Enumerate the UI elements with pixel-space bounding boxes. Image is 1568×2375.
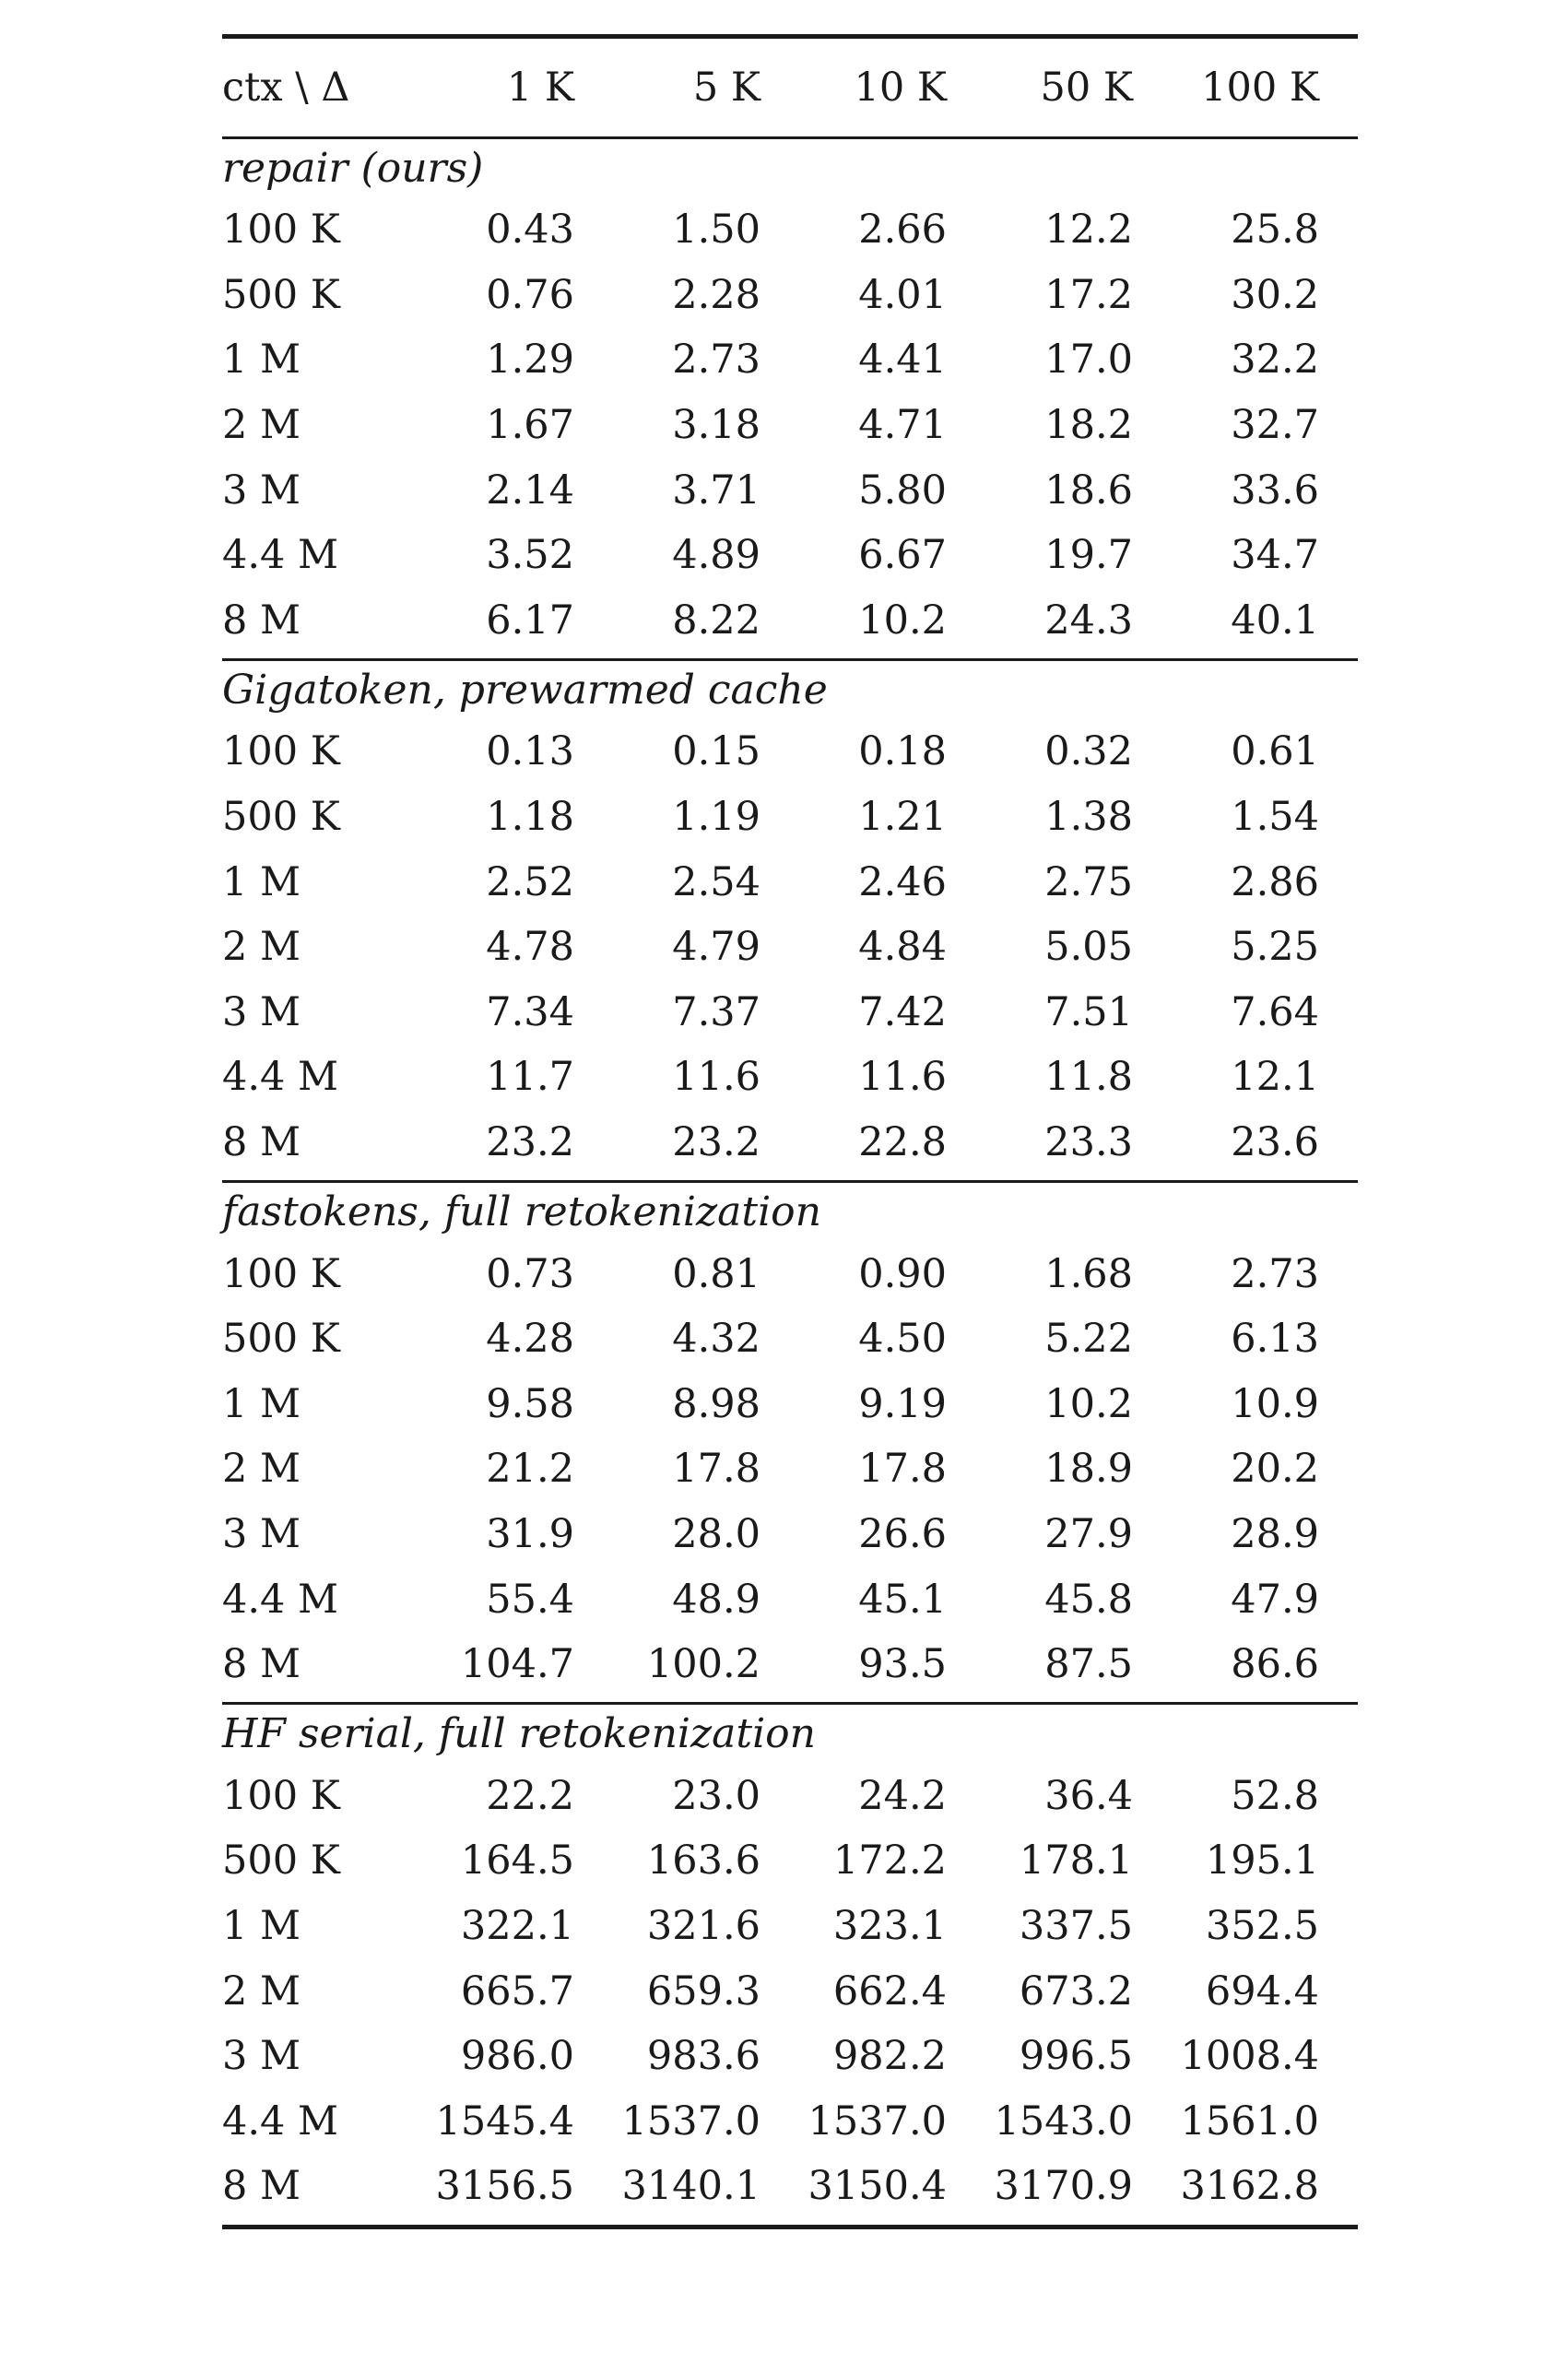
cell-10k: 982.2 xyxy=(832,2033,947,2080)
cell-5k: 3.71 xyxy=(672,467,760,514)
cell-5k: 100.2 xyxy=(646,1641,760,1688)
row-label: 500 K xyxy=(222,1316,340,1363)
row-label: 8 M xyxy=(222,1119,301,1166)
header-col-5k: 5 K xyxy=(692,65,760,111)
table-row xyxy=(222,1502,1358,1567)
cell-100k: 25.8 xyxy=(1231,207,1319,254)
cell-50k: 10.2 xyxy=(1044,1380,1133,1427)
cell-10k: 2.66 xyxy=(858,207,947,254)
cell-1k: 2.14 xyxy=(486,467,574,514)
cell-5k: 48.9 xyxy=(672,1576,760,1623)
cell-5k: 7.37 xyxy=(672,988,760,1035)
row-label: 100 K xyxy=(222,207,340,254)
cell-10k: 1.21 xyxy=(858,794,947,841)
cell-1k: 0.13 xyxy=(486,728,574,775)
cell-50k: 1.38 xyxy=(1044,794,1133,841)
cell-10k: 4.01 xyxy=(858,271,947,318)
results-table xyxy=(222,34,1358,2229)
cell-100k: 10.9 xyxy=(1231,1380,1319,1427)
cell-10k: 4.84 xyxy=(858,924,947,971)
header-col-50k: 50 K xyxy=(1040,65,1133,111)
cell-1k: 1.29 xyxy=(486,337,574,384)
cell-1k: 55.4 xyxy=(486,1576,574,1623)
cell-10k: 3150.4 xyxy=(808,2163,947,2210)
cell-10k: 10.2 xyxy=(858,597,947,644)
section-header xyxy=(222,1705,1358,1763)
cell-1k: 0.73 xyxy=(486,1250,574,1297)
table-row xyxy=(222,327,1358,393)
cell-50k: 36.4 xyxy=(1044,1772,1133,1819)
cell-100k: 5.25 xyxy=(1231,924,1319,971)
table-row xyxy=(222,1894,1358,1959)
cell-5k: 659.3 xyxy=(646,1967,760,2015)
row-label: 100 K xyxy=(222,1250,340,1297)
row-label: 100 K xyxy=(222,728,340,775)
table-row xyxy=(222,1958,1358,2024)
table-row xyxy=(222,457,1358,523)
cell-5k: 3.18 xyxy=(672,402,760,449)
cell-5k: 28.0 xyxy=(672,1510,760,1557)
row-label: 1 M xyxy=(222,1902,301,1949)
cell-1k: 986.0 xyxy=(460,2033,574,2080)
cell-1k: 21.2 xyxy=(486,1446,574,1493)
cell-50k: 7.51 xyxy=(1044,988,1133,1035)
section-header xyxy=(222,1183,1358,1241)
cell-100k: 52.8 xyxy=(1231,1772,1319,1819)
cell-1k: 322.1 xyxy=(460,1902,574,1949)
header-col-10k: 10 K xyxy=(854,65,947,111)
cell-50k: 337.5 xyxy=(1019,1902,1133,1949)
table-row xyxy=(222,2154,1358,2219)
table-row xyxy=(222,1828,1358,1894)
table-row xyxy=(222,1632,1358,1697)
cell-100k: 86.6 xyxy=(1231,1641,1319,1688)
cell-100k: 352.5 xyxy=(1205,1902,1319,1949)
row-label: 2 M xyxy=(222,402,301,449)
cell-1k: 4.78 xyxy=(486,924,574,971)
cell-100k: 32.2 xyxy=(1231,337,1319,384)
cell-5k: 1.19 xyxy=(672,794,760,841)
cell-10k: 45.1 xyxy=(858,1576,947,1623)
cell-5k: 8.22 xyxy=(672,597,760,644)
table-section xyxy=(222,661,1358,1180)
cell-1k: 4.28 xyxy=(486,1316,574,1363)
cell-50k: 1.68 xyxy=(1044,1250,1133,1297)
section-title: fastokens, full retokenization xyxy=(222,1188,821,1236)
row-label: 1 M xyxy=(222,1380,301,1427)
table-row xyxy=(222,1306,1358,1372)
cell-10k: 22.8 xyxy=(858,1119,947,1166)
cell-5k: 23.0 xyxy=(672,1772,760,1819)
cell-100k: 2.86 xyxy=(1231,858,1319,905)
section-header xyxy=(222,139,1358,197)
cell-50k: 17.2 xyxy=(1044,271,1133,318)
table-row xyxy=(222,1372,1358,1437)
row-label: 3 M xyxy=(222,2033,301,2080)
cell-1k: 11.7 xyxy=(486,1054,574,1101)
table-row xyxy=(222,1241,1358,1306)
cell-50k: 87.5 xyxy=(1044,1641,1133,1688)
cell-100k: 32.7 xyxy=(1231,402,1319,449)
cell-50k: 18.6 xyxy=(1044,467,1133,514)
cell-5k: 23.2 xyxy=(672,1119,760,1166)
cell-100k: 23.6 xyxy=(1231,1119,1319,1166)
table-row xyxy=(222,1045,1358,1110)
cell-50k: 12.2 xyxy=(1044,207,1133,254)
cell-1k: 3156.5 xyxy=(435,2163,574,2210)
cell-100k: 28.9 xyxy=(1231,1510,1319,1557)
cell-50k: 2.75 xyxy=(1044,858,1133,905)
row-label: 3 M xyxy=(222,988,301,1035)
row-label: 4.4 M xyxy=(222,532,339,579)
table-row xyxy=(222,197,1358,263)
table-row xyxy=(222,1763,1358,1828)
cell-1k: 0.43 xyxy=(486,207,574,254)
table-section xyxy=(222,1183,1358,1702)
cell-50k: 5.22 xyxy=(1044,1316,1133,1363)
cell-1k: 22.2 xyxy=(486,1772,574,1819)
cell-5k: 1.50 xyxy=(672,207,760,254)
cell-100k: 1008.4 xyxy=(1180,2033,1319,2080)
cell-5k: 4.89 xyxy=(672,532,760,579)
cell-10k: 172.2 xyxy=(832,1837,947,1885)
cell-1k: 1.67 xyxy=(486,402,574,449)
cell-5k: 163.6 xyxy=(646,1837,760,1885)
cell-100k: 7.64 xyxy=(1231,988,1319,1035)
cell-50k: 18.9 xyxy=(1044,1446,1133,1493)
cell-10k: 4.71 xyxy=(858,402,947,449)
cell-1k: 0.76 xyxy=(486,271,574,318)
cell-50k: 673.2 xyxy=(1019,1967,1133,2015)
table-bottom-rule xyxy=(222,2225,1358,2229)
cell-50k: 27.9 xyxy=(1044,1510,1133,1557)
cell-1k: 665.7 xyxy=(460,1967,574,2015)
cell-50k: 17.0 xyxy=(1044,337,1133,384)
cell-5k: 8.98 xyxy=(672,1380,760,1427)
cell-10k: 11.6 xyxy=(858,1054,947,1101)
cell-5k: 4.79 xyxy=(672,924,760,971)
cell-5k: 0.81 xyxy=(672,1250,760,1297)
row-label: 1 M xyxy=(222,858,301,905)
section-title: HF serial, full retokenization xyxy=(222,1710,816,1758)
cell-5k: 3140.1 xyxy=(621,2163,760,2210)
table-body xyxy=(222,136,1358,2229)
row-label: 3 M xyxy=(222,1510,301,1557)
table-row xyxy=(222,849,1358,915)
table-row xyxy=(222,1110,1358,1176)
cell-5k: 321.6 xyxy=(646,1902,760,1949)
cell-1k: 9.58 xyxy=(486,1380,574,1427)
row-label: 2 M xyxy=(222,1446,301,1493)
cell-10k: 26.6 xyxy=(858,1510,947,1557)
row-label: 500 K xyxy=(222,794,340,841)
table-row xyxy=(222,2088,1358,2154)
cell-50k: 996.5 xyxy=(1019,2033,1133,2080)
cell-10k: 323.1 xyxy=(832,1902,947,1949)
cell-10k: 93.5 xyxy=(858,1641,947,1688)
cell-50k: 24.3 xyxy=(1044,597,1133,644)
cell-1k: 104.7 xyxy=(460,1641,574,1688)
cell-100k: 40.1 xyxy=(1231,597,1319,644)
cell-10k: 5.80 xyxy=(858,467,947,514)
cell-10k: 9.19 xyxy=(858,1380,947,1427)
cell-1k: 7.34 xyxy=(486,988,574,1035)
cell-100k: 694.4 xyxy=(1205,1967,1319,2015)
cell-100k: 2.73 xyxy=(1231,1250,1319,1297)
cell-1k: 1.18 xyxy=(486,794,574,841)
cell-1k: 6.17 xyxy=(486,597,574,644)
cell-50k: 1543.0 xyxy=(994,2097,1133,2145)
cell-100k: 1561.0 xyxy=(1180,2097,1319,2145)
header-col-100k: 100 K xyxy=(1201,65,1319,111)
cell-5k: 2.73 xyxy=(672,337,760,384)
cell-1k: 1545.4 xyxy=(435,2097,574,2145)
cell-50k: 178.1 xyxy=(1019,1837,1133,1885)
cell-100k: 12.1 xyxy=(1231,1054,1319,1101)
cell-50k: 18.2 xyxy=(1044,402,1133,449)
cell-5k: 11.6 xyxy=(672,1054,760,1101)
cell-50k: 0.32 xyxy=(1044,728,1133,775)
cell-100k: 0.61 xyxy=(1231,728,1319,775)
cell-10k: 0.18 xyxy=(858,728,947,775)
cell-5k: 2.28 xyxy=(672,271,760,318)
row-label: 8 M xyxy=(222,597,301,644)
cell-50k: 23.3 xyxy=(1044,1119,1133,1166)
cell-50k: 11.8 xyxy=(1044,1054,1133,1101)
row-label: 100 K xyxy=(222,1772,340,1819)
cell-100k: 1.54 xyxy=(1231,794,1319,841)
cell-5k: 0.15 xyxy=(672,728,760,775)
row-label: 8 M xyxy=(222,1641,301,1688)
cell-50k: 45.8 xyxy=(1044,1576,1133,1623)
row-label: 8 M xyxy=(222,2163,301,2210)
row-label: 2 M xyxy=(222,924,301,971)
row-label: 3 M xyxy=(222,467,301,514)
cell-10k: 4.41 xyxy=(858,337,947,384)
cell-50k: 5.05 xyxy=(1044,924,1133,971)
cell-100k: 47.9 xyxy=(1231,1576,1319,1623)
table-row xyxy=(222,523,1358,588)
cell-10k: 662.4 xyxy=(832,1967,947,2015)
table-row xyxy=(222,263,1358,328)
cell-1k: 31.9 xyxy=(486,1510,574,1557)
cell-10k: 0.90 xyxy=(858,1250,947,1297)
cell-50k: 19.7 xyxy=(1044,532,1133,579)
table-section xyxy=(222,139,1358,658)
table-row xyxy=(222,980,1358,1046)
cell-10k: 4.50 xyxy=(858,1316,947,1363)
table-row xyxy=(222,2024,1358,2089)
cell-5k: 17.8 xyxy=(672,1446,760,1493)
section-title: repair (ours) xyxy=(222,145,484,192)
cell-1k: 164.5 xyxy=(460,1837,574,1885)
table-row xyxy=(222,785,1358,850)
header-col-1k: 1 K xyxy=(506,65,574,111)
table-row xyxy=(222,1566,1358,1632)
table-row xyxy=(222,588,1358,654)
cell-1k: 2.52 xyxy=(486,858,574,905)
table-section xyxy=(222,1705,1358,2224)
cell-100k: 195.1 xyxy=(1205,1837,1319,1885)
row-label: 4.4 M xyxy=(222,1576,339,1623)
table-row xyxy=(222,1436,1358,1502)
table-header-row xyxy=(222,39,1358,136)
cell-100k: 20.2 xyxy=(1231,1446,1319,1493)
cell-10k: 24.2 xyxy=(858,1772,947,1819)
header-corner-label: ctx \ Δ xyxy=(222,65,350,111)
table-row xyxy=(222,915,1358,980)
cell-100k: 30.2 xyxy=(1231,271,1319,318)
row-label: 2 M xyxy=(222,1967,301,2015)
cell-100k: 6.13 xyxy=(1231,1316,1319,1363)
table-row xyxy=(222,719,1358,785)
cell-1k: 23.2 xyxy=(486,1119,574,1166)
cell-10k: 6.67 xyxy=(858,532,947,579)
row-label: 4.4 M xyxy=(222,1054,339,1101)
cell-100k: 3162.8 xyxy=(1180,2163,1319,2210)
table-row xyxy=(222,393,1358,458)
row-label: 4.4 M xyxy=(222,2097,339,2145)
cell-10k: 7.42 xyxy=(858,988,947,1035)
row-label: 500 K xyxy=(222,1837,340,1885)
cell-5k: 4.32 xyxy=(672,1316,760,1363)
row-label: 1 M xyxy=(222,337,301,384)
cell-1k: 3.52 xyxy=(486,532,574,579)
cell-50k: 3170.9 xyxy=(994,2163,1133,2210)
cell-10k: 1537.0 xyxy=(808,2097,947,2145)
cell-5k: 1537.0 xyxy=(621,2097,760,2145)
cell-100k: 34.7 xyxy=(1231,532,1319,579)
section-header xyxy=(222,661,1358,719)
row-label: 500 K xyxy=(222,271,340,318)
cell-5k: 2.54 xyxy=(672,858,760,905)
section-title: Gigatoken, prewarmed cache xyxy=(222,667,828,715)
cell-10k: 17.8 xyxy=(858,1446,947,1493)
cell-10k: 2.46 xyxy=(858,858,947,905)
cell-5k: 983.6 xyxy=(646,2033,760,2080)
cell-100k: 33.6 xyxy=(1231,467,1319,514)
